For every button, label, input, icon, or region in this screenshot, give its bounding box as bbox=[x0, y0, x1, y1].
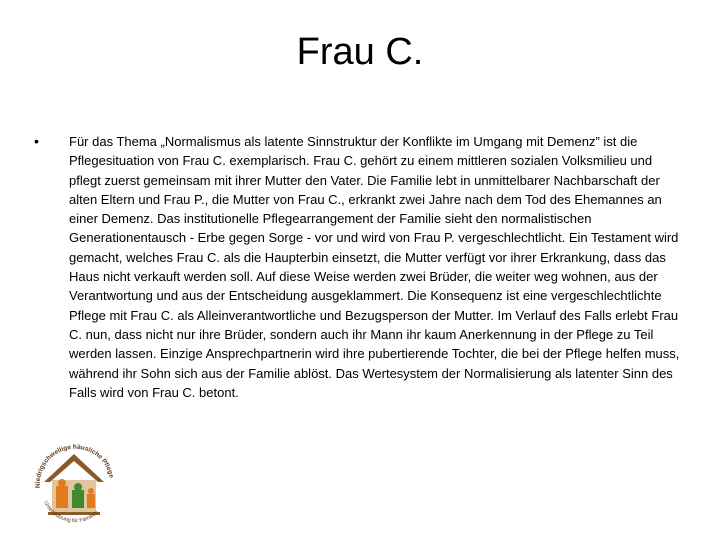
family-care-logo bbox=[30, 436, 118, 528]
logo-text-top: Niedrigschwellige häusliche Pflege bbox=[34, 443, 115, 489]
logo-text-bottom: Unterstützung für Familien bbox=[42, 500, 100, 525]
figure-orange-small bbox=[87, 494, 95, 508]
bullet-body-text: Für das Thema „Normalismus als latente Sinnstruktur der Konflikte im Umgang mit Demenz” ist die Pflegesituation von Frau C. exemplarisch. Frau C. gehört zu einem mittleren sozialen Volksmilieu und pflegt zuerst gemeinsam mit ihrer Mutter den Vater. Die Familie lebt in unmittelbarer Nachbarschaft der alten Eltern und Frau P., die Mutter von Frau C., erkrankt zwei Jahre nach dem Tod des Ehemannes an einer Demenz. Das institutionelle Pflegearrangement der Familie sieht den normalistischen Generationentausch - Erbe gegen Sorge - vor und wird von Frau P. vergeschlechtlicht. Ein Testament wird gemacht, welches Frau C. als die Haupterbin einsetzt, die Mutter verfügt vor ihrer Erkrankung, dass das Haus nicht verkauft werden soll. Auf diese Weise werden zwei Brüder, die weiter weg wohnen, aus der Verantwortung und aus der Entscheidung ausgeklammert. Die Konsequenz ist eine vergeschlechtlichte Pflege mit Frau C. als Alleinverantwortliche und Bezugsperson der Mutter. Im Verlauf des Falls erlebt Frau C. nun, dass nicht nur ihre Brüder, sondern auch ihr Mann ihr kaum Anerkennung in der Pflege zu Teil werden lassen. Einzige Ansprechpartnerin wird ihre pubertierende Tochter, die bei der Pflege helfen muss, während ihr Sohn sich aus der Familie ablöst. Das Wertesystem der Normalisierung als latenter Sinn des Falls wird von Frau C. betont. bbox=[69, 134, 680, 400]
figure-green bbox=[72, 490, 84, 508]
slide-title: Frau C. bbox=[296, 31, 424, 73]
figure-orange bbox=[56, 486, 68, 508]
bullet-icon: • bbox=[34, 133, 39, 149]
